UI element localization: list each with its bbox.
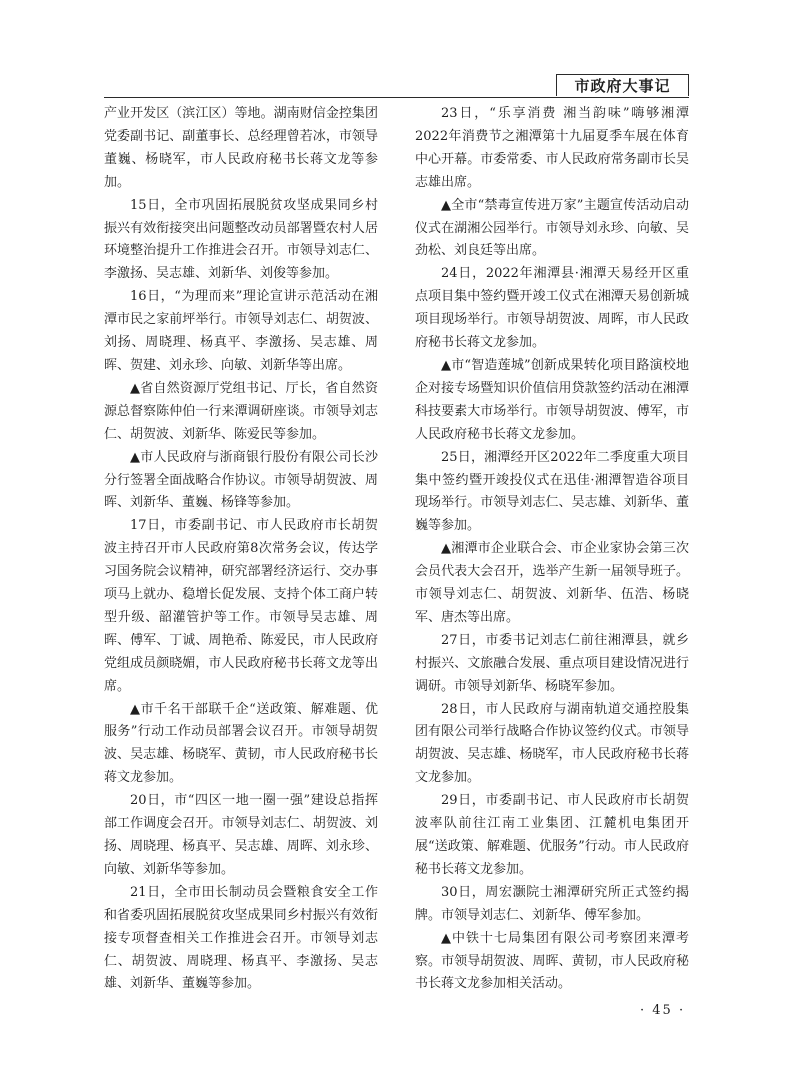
header-rule bbox=[104, 97, 689, 98]
paragraph: ▲省自然资源厅党组书记、厅长，省自然资源总督察陈仲伯一行来潭调研座谈。市领导刘志仁、胡贺波、刘新华、陈爱民等参加。 bbox=[104, 380, 378, 442]
paragraph: ▲市人民政府与浙商银行股份有限公司长沙分行签署全面战略合作协议。市领导胡贺波、周晖、刘新华、董巍、杨锋等参加。 bbox=[104, 449, 378, 511]
paragraph: 17日，市委副书记、市人民政府市长胡贺波主持召开市人民政府第8次常务会议，传达学习国务院会议精神，研究部署经济运行、交办事项马上就办、稳增长促发展、支持个体工商户转型升级、韶灌管护等工作。市领导吴志雄、周晖、傅军、丁诚、周艳希、陈爱民，市人民政府党组成员颜晓媚，市人民政府秘书长蒋文龙等出席。 bbox=[104, 518, 378, 694]
paragraph: 15日，全市巩固拓展脱贫攻坚成果同乡村振兴有效衔接突出问题整改动员部署暨农村人居环境整治提升工作推进会召开。市领导刘志仁、李激扬、吴志雄、刘新华、刘俊等参加。 bbox=[104, 197, 378, 282]
paragraph: 21日，全市田长制动员会暨粮食安全工作和省委巩固拓展脱贫攻坚成果同乡村振兴有效衔接专项督查相关工作推进会召开。市领导刘志仁、胡贺波、周晓理、杨真平、李激扬、吴志雄、刘新华、董巍等参加。 bbox=[104, 884, 378, 992]
left-column bbox=[104, 103, 378, 996]
page-number: · 45 · bbox=[640, 1003, 686, 1018]
paragraph: 30日，周宏灏院士湘潭研究所正式签约揭牌。市领导刘志仁、刘新华、傅军参加。 bbox=[415, 884, 689, 923]
paragraph: ▲市“智造莲城”创新成果转化项目路演校地企对接专场暨知识价值信用贷款签约活动在湘潭科技要素大市场举行。市领导胡贺波、傅军，市人民政府秘书长蒋文龙参加。 bbox=[415, 357, 689, 442]
paragraph: 23日，“乐享消费 湘当韵味”嗨够湘潭2022年消费节之湘潭第十九届夏季车展在体育中心开幕。市委常委、市人民政府常务副市长吴志雄出席。 bbox=[415, 106, 689, 190]
paragraph: 25日，湘潭经开区2022年二季度重大项目集中签约暨开竣投仪式在迅佳·湘潭智造谷项目现场举行。市领导刘志仁、吴志雄、刘新华、董巍等参加。 bbox=[415, 449, 689, 534]
paragraph: ▲市千名干部联千企“送政策、解难题、优服务”行动工作动员部署会议召开。市领导胡贺波、吴志雄、杨晓军、黄韧，市人民政府秘书长蒋文龙参加。 bbox=[104, 701, 378, 786]
paragraph: 16日，“为理而来”理论宣讲示范活动在湘潭市民之家前坪举行。市领导刘志仁、胡贺波、刘扬、周晓理、杨真平、李激扬、吴志雄、周晖、贺建、刘永珍、向敏、刘新华等出席。 bbox=[104, 289, 378, 373]
paragraph: 24日，2022年湘潭县·湘潭天易经开区重点项目集中签约暨开竣工仪式在湘潭天易创新城项目现场举行。市领导胡贺波、周晖，市人民政府秘书长蒋文龙参加。 bbox=[415, 266, 689, 351]
paragraph: ▲中铁十七局集团有限公司考察团来潭考察。市领导胡贺波、周晖、黄韧，市人民政府秘书长蒋文龙参加相关活动。 bbox=[415, 930, 689, 992]
paragraph: 27日，市委书记刘志仁前往湘潭县，就乡村振兴、文旅融合发展、重点项目建设情况进行调研。市领导刘新华、杨晓军参加。 bbox=[415, 632, 689, 694]
paragraph: 产业开发区（滨江区）等地。湖南财信金控集团党委副书记、副董事长、总经理曾若冰，市领导董巍、杨晓军，市人民政府秘书长蒋文龙等参加。 bbox=[104, 106, 378, 190]
paragraph: 28日，市人民政府与湖南轨道交通控股集团有限公司举行战略合作协议签约仪式。市领导胡贺波、吴志雄、杨晓军，市人民政府秘书长蒋文龙参加。 bbox=[415, 701, 689, 786]
right-column bbox=[415, 103, 689, 996]
paragraph: 29日，市委副书记、市人民政府市长胡贺波率队前往江南工业集团、江麓机电集团开展“送政策、解难题、优服务”行动。市人民政府秘书长蒋文龙参加。 bbox=[415, 793, 689, 877]
paragraph: 20日，市“四区一地一圈一强”建设总指挥部工作调度会召开。市领导刘志仁、胡贺波、刘扬、周晓理、杨真平、吴志雄、周晖、刘永珍、向敏、刘新华等参加。 bbox=[104, 793, 378, 877]
paragraph: ▲全市“禁毒宣传进万家”主题宣传活动启动仪式在湖湘公园举行。市领导刘永珍、向敏、吴劲松、刘良廷等出席。 bbox=[415, 197, 689, 259]
paragraph: ▲湘潭市企业联合会、市企业家协会第三次会员代表大会召开，选举产生新一届领导班子。市领导刘志仁、胡贺波、刘新华、伍浩、杨晓军、唐杰等出席。 bbox=[415, 541, 689, 625]
section-title: 市政府大事记 bbox=[556, 74, 689, 96]
